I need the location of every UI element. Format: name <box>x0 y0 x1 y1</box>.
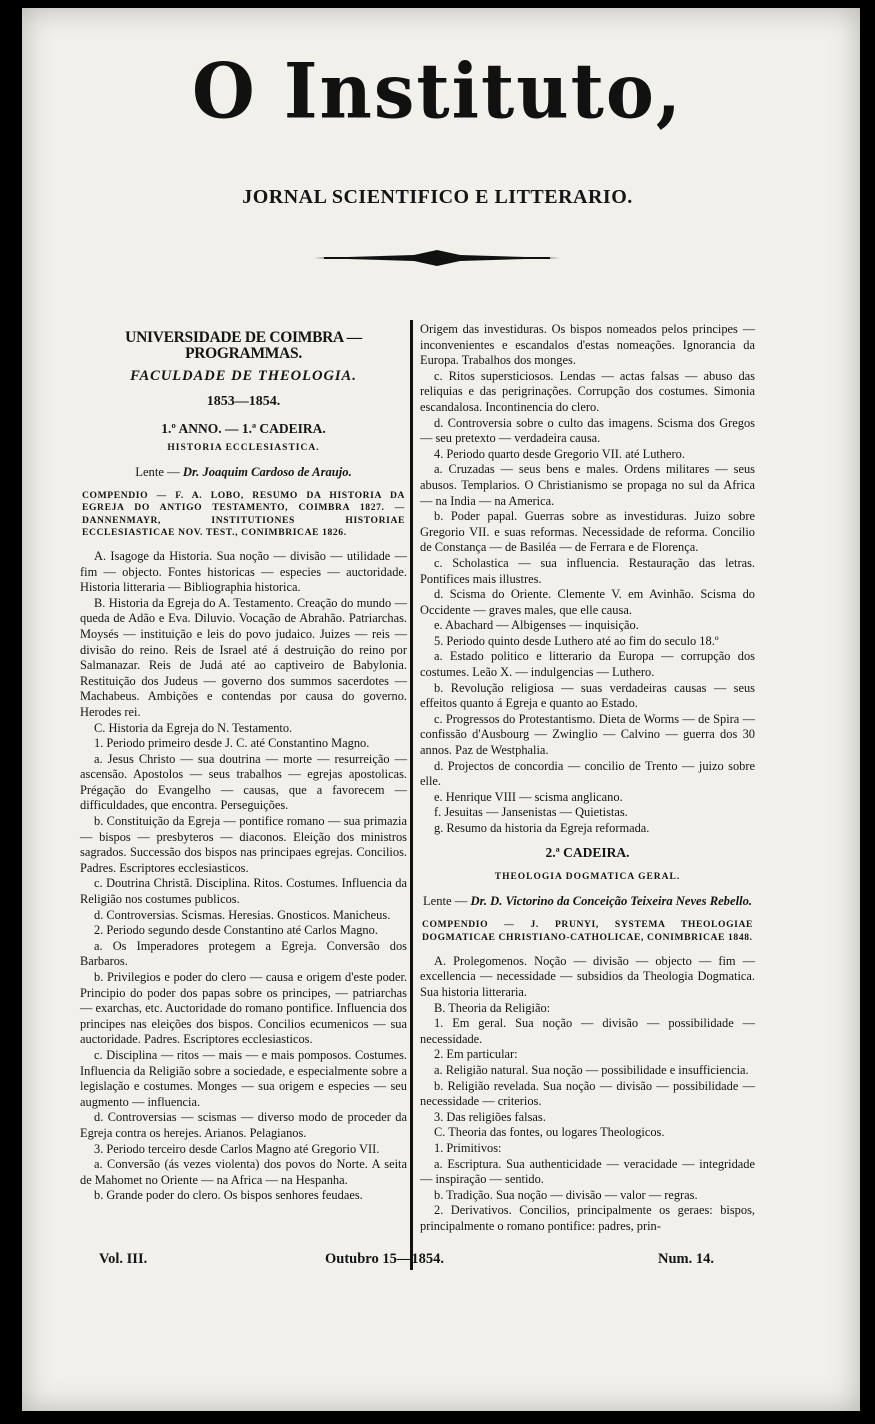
paragraph: b. Constituição da Egreja — pontifice romano — sua primazia — bispos — presbyteros — diaconos. Eleição dos ministros sagrados. Successão dos bispos nas principaes egrejas. Concilios. Padres. Escriptores ecclesiasticos. <box>80 814 407 875</box>
paragraph: d. Scisma do Oriente. Clemente V. em Avinhão. Scisma do Occidente — graves males, que elle causa. <box>420 587 755 617</box>
volume-label: Vol. III. <box>99 1251 148 1267</box>
paragraph: B. Theoria da Religião: <box>434 1000 551 1015</box>
ornament-rule-icon <box>314 250 560 266</box>
paragraph: b. Poder papal. Guerras sobre as investiduras. Juizo sobre Gregorio VII. e suas reformas. Necessidade de reforma. Concilio de Constança — de Basiléa — de Ferrara e de Florença. <box>420 509 755 555</box>
paragraph: g. Resumo da historia da Egreja reformada. <box>434 821 650 835</box>
lente-label: Lente — <box>135 464 180 479</box>
paragraph: c. Doutrina Christã. Disciplina. Ritos. Costumes. Influencia da Religião nos costumes publicos. <box>80 876 407 907</box>
paragraph: d. Controversia sobre o culto das imagens. Scisma dos Gregos — seu pretexto — verdadeira causa. <box>420 415 755 446</box>
paragraph: 2. Derivativos. Concilios, principalmente os geraes: bispos, principalmente o romano pontifice: padres, prin- <box>420 1203 755 1233</box>
paragraph: b. Grande poder do clero. Os bispos senhores feudaes. <box>94 1188 363 1203</box>
paragraph: C. Theoria das fontes, ou logares Theologicos. <box>434 1125 665 1140</box>
paragraph: 2. Periodo segundo desde Constantino até Carlos Magno. <box>94 923 378 938</box>
paragraph: C. Historia da Egreja do N. Testamento. <box>94 720 293 735</box>
left-paragraphs <box>80 549 407 1204</box>
paragraph: f. Jesuitas — Jansenistas — Quietistas. <box>434 805 628 820</box>
lente-line <box>80 465 407 481</box>
paragraph: a. Conversão (ás vezes violenta) dos povos do Norte. A seita de Mahomet no Oriente — na Africa — na Hespanha. <box>80 1157 407 1187</box>
paragraph: a. Religião natural. Sua noção — possibilidade e insufficiencia. <box>434 1062 749 1077</box>
right-paragraphs-bottom <box>420 954 755 1235</box>
paragraph: c. Scholastica — sua influencia. Restauração das letras. Pontifices mais illustres. <box>420 555 755 586</box>
paragraph: c. Progressos do Protestantismo. Dieta de Worms — de Spira — confissão d'Ausbourg — Zwinglio — Calvino — guerra dos 30 annos. Paz de Westphalia. <box>420 711 755 758</box>
left-column <box>80 330 407 1204</box>
masthead-title: O Instituto, <box>192 45 683 136</box>
paragraph: 1. Primitivos: <box>434 1140 502 1155</box>
paragraph: d. Controversias — scismas — diverso modo de proceder da Egreja contra os herejes. Arianos. Pelagianos. <box>80 1110 407 1140</box>
paragraph: 3. Periodo terceiro desde Carlos Magno até Gregorio VII. <box>94 1141 380 1156</box>
paragraph: A. Prolegomenos. Noção — divisão — objecto — fim — excellencia — necessidade — subsidios da Theologia Dogmatica. Sua historia litteraria. <box>420 953 755 999</box>
issue-number: Num. 14. <box>658 1251 714 1267</box>
paragraph: B. Historia da Egreja do A. Testamento. Creação do mundo — queda de Adão e Eva. Diluvio. Vocação de Abrahão. Patriarchas. Moysés — instituição e leis do povo judaico. Juizes — reis — divisão do reino. Reis de Israel até á destruição do reino por Salmanazar. Reis de Judá até ao captiveiro de Babylonia. Restituição dos Judeus — governo dos summos sacerdotes — Machabeus. Ambições e contendas por causa do governo. Herodes rei. <box>80 595 407 719</box>
subject-2-heading: THEOLOGIA DOGMATICA GERAL. <box>494 872 681 883</box>
cadeira-2-heading: 2.ª CADEIRA. <box>545 844 630 860</box>
paragraph: Origem das investiduras. Os bispos nomeados pelos principes — inconvenientes e escandalos d'estas nomeações. Ignorancia da Europa. Trabalhos dos monges. <box>420 322 755 368</box>
compendio-note: COMPENDIO — F. A. LOBO, RESUMO DA HISTORIA DA EGREJA DO ANTIGO TESTAMENTO, COIMBRA 1827. — DANNENMAYR, INSTITUTIONES HISTORIAE ECCLESIASTICAE NOV. TEST., CONIMBRICAE 1826. <box>82 490 405 538</box>
paragraph: a. Os Imperadores protegem a Egreja. Conversão dos Barbaros. <box>80 938 407 969</box>
paragraph: b. Revolução religiosa — suas verdadeiras causas — seus effeitos quanto á Egreja e quanto ao Estado. <box>420 680 755 711</box>
cadeira-heading: 1.º ANNO. — 1.ª CADEIRA. <box>161 421 326 437</box>
issue-date: Outubro 15—1854. <box>325 1251 444 1267</box>
right-paragraphs-top <box>420 322 755 837</box>
paragraph: e. Henrique VIII — scisma anglicano. <box>434 789 623 804</box>
lente-2-name: Dr. D. Victorino da Conceição Teixeira Neves Rebello. <box>470 893 753 908</box>
paragraph: d. Projectos de concordia — concilio de Trento — juizo sobre elle. <box>420 758 755 789</box>
paragraph: 3. Das religiões falsas. <box>434 1109 546 1124</box>
paragraph: c. Ritos supersticiosos. Lendas — actas falsas — abuso das reliquias e das perigrinações. Corrupção dos costumes. Simonia escandalosa. Incontinencia do clero. <box>420 368 755 414</box>
subject-heading: HISTORIA ECCLESIASTICA. <box>167 442 320 453</box>
paragraph: 1. Periodo primeiro desde J. C. até Constantino Magno. <box>94 736 370 751</box>
paragraph: d. Controversias. Scismas. Heresias. Gnosticos. Manicheus. <box>94 907 391 922</box>
paragraph: a. Escriptura. Sua authenticidade — veracidade — integridade — inspiração — sentido. <box>420 1156 755 1187</box>
paragraph: 1. Em geral. Sua noção — divisão — possibilidade — necessidade. <box>420 1016 755 1046</box>
paragraph: a. Cruzadas — seus bens e males. Ordens militares — seus abusos. Templarios. O Christianismo se propaga no sul da Africa — na India — na America. <box>420 462 755 508</box>
paragraph: b. Tradição. Sua noção — divisão — valor — regras. <box>434 1187 698 1202</box>
paragraph: 5. Periodo quinto desde Luthero até ao fim do seculo 18.º <box>434 633 719 648</box>
compendio-2-note: COMPENDIO — J. PRUNYI, SYSTEMA THEOLOGIAE DOGMATICAE CHRISTIANO-CATHOLICAE, CONIMBRICAE 1848. <box>422 919 753 943</box>
paragraph: e. Abachard — Albigenses — inquisição. <box>434 618 639 633</box>
paragraph: 4. Periodo quarto desde Gregorio VII. até Luthero. <box>434 446 685 461</box>
faculty-heading: FACULDADE DE THEOLOGIA. <box>130 368 357 385</box>
column-rule <box>410 320 413 1270</box>
masthead-subtitle: JORNAL SCIENTIFICO E LITTERARIO. <box>242 186 633 208</box>
paragraph: b. Religião revelada. Sua noção — divisão — possibilidade — necessidade — criterios. <box>420 1078 755 1109</box>
academic-year: 1853—1854. <box>206 393 281 409</box>
lente-name: Dr. Joaquim Cardoso de Araujo. <box>182 464 352 479</box>
lente-2-label: Lente — <box>422 893 468 908</box>
lente-2-line <box>420 894 755 910</box>
right-column <box>420 322 755 1234</box>
paragraph: a. Jesus Christo — sua doutrina — morte — resurreição — ascensão. Apostolos — seus trabalhos — egrejas apostolicas. Prégação do Evangelho — causas, que a favorecem — difficuldades, que encontra. Perseguições. <box>80 751 407 813</box>
paragraph: A. Isagoge da Historia. Sua noção — divisão — utilidade — fim — objecto. Fontes historicas — especies — auctoridade. Historia litteraria — Bibliographia historica. <box>80 548 407 595</box>
paragraph: a. Estado politico e litterario da Europa — corrupção dos costumes. Leão X. — indulgencias — Luthero. <box>420 649 755 680</box>
paragraph: 2. Em particular: <box>434 1047 518 1062</box>
paragraph: c. Disciplina — ritos — mais — e mais pomposos. Costumes. Influencia da Religião sobre a sociedade, e especialmente sobre a legislação e costumes. Monges — sua origem e especies — seu augmento — influencia. <box>80 1047 407 1109</box>
paragraph: b. Privilegios e poder do clero — causa e origem d'este poder. Principio do poder dos papas sobre os principes, — patriarchas — exarchas, etc. Auctoridade do romano pontifice. Influencia dos principes nas eleições dos bispos. Concilios ecumenicos — sua auctoridade. Padres. Escriptores ecclesiasticos. <box>80 970 407 1047</box>
university-heading: UNIVERSIDADE DE COIMBRA — PROGRAMMAS. <box>125 329 362 362</box>
